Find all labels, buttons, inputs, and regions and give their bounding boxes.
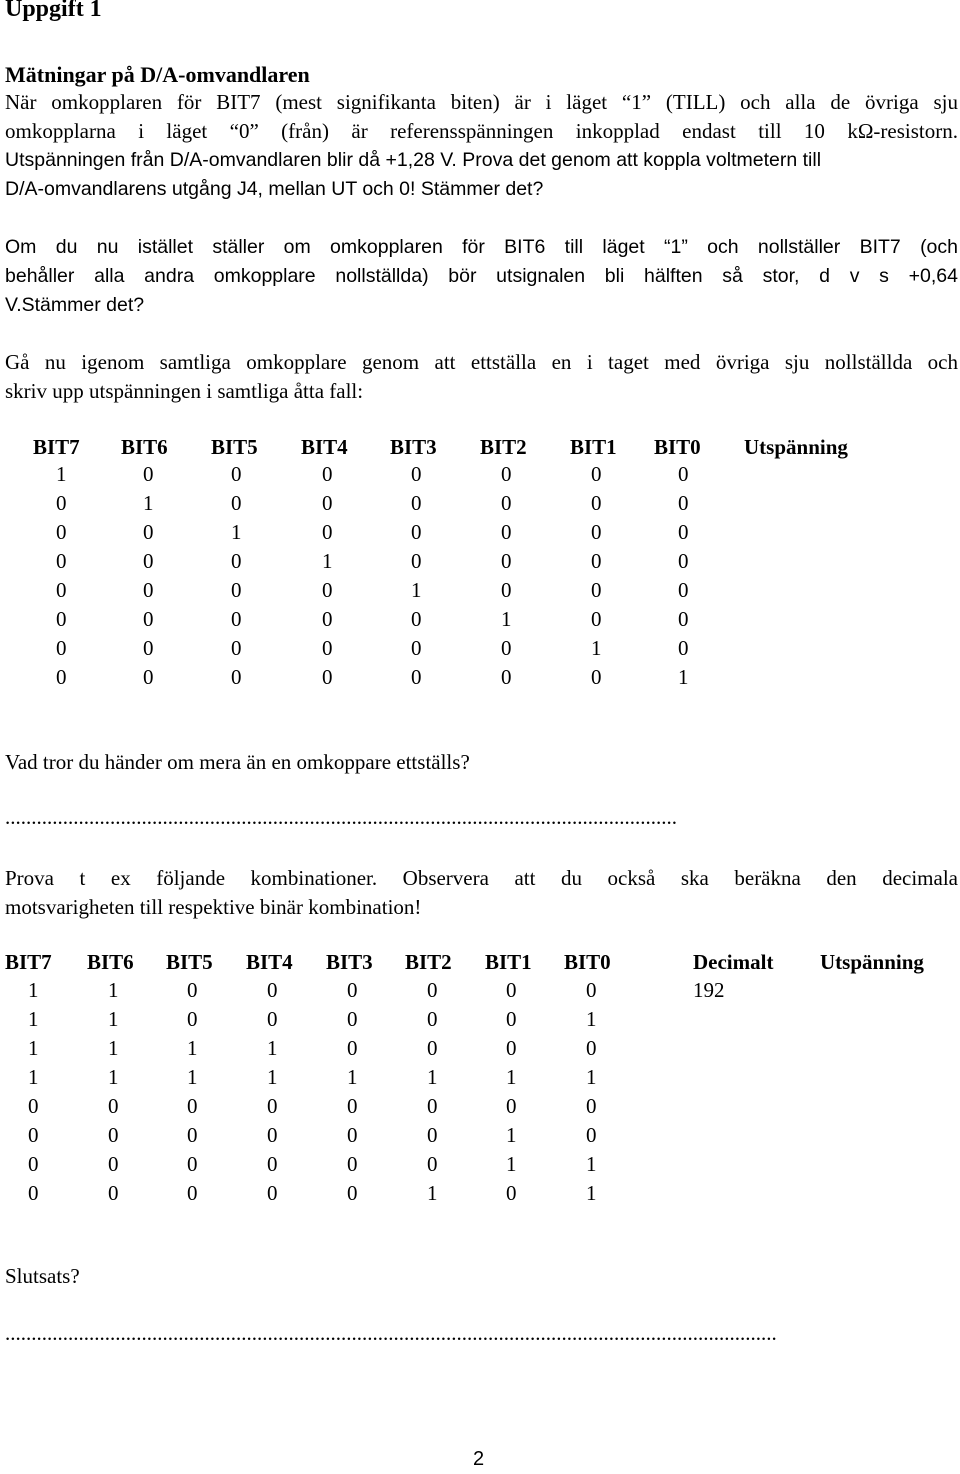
- answer-line-1: ................................................................................................................................: [5, 805, 677, 829]
- table-cell: 0: [231, 665, 242, 689]
- paragraph-1-line-4: D/A-omvandlarens utgång J4, mellan UT och 0! Stämmer det?: [5, 178, 544, 200]
- table-cell: 0: [411, 520, 422, 544]
- conclusion-label: Slutsats?: [5, 1264, 80, 1288]
- paragraph-4-line-1: Prova t ex följande kombinationer. Observera att du också ska beräkna den decimala: [5, 866, 958, 890]
- table-cell: 0: [108, 1094, 119, 1118]
- paragraph-3-line-2: skriv upp utspänningen i samtliga åtta fall:: [5, 379, 364, 403]
- table-cell: 0: [267, 1007, 278, 1031]
- table-cell: 0: [108, 1152, 119, 1176]
- table-cell: 0: [678, 491, 689, 515]
- table-cell: 0: [231, 636, 242, 660]
- column-header: BIT4: [301, 435, 348, 459]
- table-cell: 0: [591, 520, 602, 544]
- page-title: Uppgift 1: [5, 0, 102, 22]
- table-cell: 0: [108, 1123, 119, 1147]
- table-cell: 0: [187, 978, 198, 1002]
- table-cell: 0: [427, 1094, 438, 1118]
- question-text: Vad tror du händer om mera än en omkoppare ettställs?: [5, 750, 470, 774]
- column-header: BIT3: [326, 950, 373, 974]
- table-cell: 0: [187, 1094, 198, 1118]
- table-cell: 0: [322, 578, 333, 602]
- table-cell: 0: [678, 636, 689, 660]
- table-cell: 0: [231, 549, 242, 573]
- paragraph-2: [5, 233, 958, 320]
- table-cell: 0: [591, 665, 602, 689]
- table-cell: 0: [28, 1181, 39, 1205]
- table-cell: 0: [501, 520, 512, 544]
- table-cell: 0: [678, 549, 689, 573]
- table-cell: 1: [267, 1065, 278, 1089]
- table-cell: 0: [143, 578, 154, 602]
- table-cell: 1: [56, 462, 67, 486]
- table-cell: 1: [28, 978, 39, 1002]
- page-number: 2: [473, 1448, 485, 1470]
- column-header: BIT6: [121, 435, 168, 459]
- table-cell: 0: [143, 549, 154, 573]
- column-header: BIT5: [211, 435, 258, 459]
- table-cell: 0: [678, 462, 689, 486]
- table-cell: 0: [411, 607, 422, 631]
- table-cell: 0: [506, 1007, 517, 1031]
- table-cell: 0: [267, 1152, 278, 1176]
- column-header: Utspänning: [744, 435, 848, 459]
- table-cell: 1: [143, 491, 154, 515]
- column-header: BIT7: [5, 950, 52, 974]
- paragraph-4-line-2: motsvarigheten till respektive binär kombination!: [5, 895, 422, 919]
- table-cell: 0: [586, 1036, 597, 1060]
- table-cell: 1: [28, 1065, 39, 1089]
- table-cell: 0: [586, 978, 597, 1002]
- table-cell: 0: [411, 665, 422, 689]
- table-cell: 0: [56, 607, 67, 631]
- table-cell: 0: [427, 1123, 438, 1147]
- table-cell: 1: [586, 1065, 597, 1089]
- table-cell: 0: [231, 462, 242, 486]
- table-cell: 0: [267, 978, 278, 1002]
- table-cell: 1: [591, 636, 602, 660]
- table-cell: 0: [591, 607, 602, 631]
- table-cell: 0: [347, 1094, 358, 1118]
- column-header: BIT3: [390, 435, 437, 459]
- table-cell: 0: [347, 1036, 358, 1060]
- paragraph-2-line-2: behåller alla andra omkopplare nollställda) bör utsignalen bli hälften så stor, d v s +0,64: [5, 265, 958, 287]
- table-cell: 1: [506, 1123, 517, 1147]
- table-cell: 0: [501, 549, 512, 573]
- paragraph-1: [5, 88, 958, 204]
- table-cell: 0: [143, 462, 154, 486]
- table-cell: 0: [501, 665, 512, 689]
- table-cell: 0: [28, 1094, 39, 1118]
- table-cell: 0: [411, 636, 422, 660]
- table-cell: 0: [28, 1152, 39, 1176]
- table-cell: 0: [427, 1007, 438, 1031]
- table-cell: 1: [501, 607, 512, 631]
- table-cell: 1: [427, 1065, 438, 1089]
- table-cell: 0: [143, 520, 154, 544]
- table-cell: 0: [267, 1123, 278, 1147]
- table-cell: 1: [586, 1007, 597, 1031]
- table-cell: 1: [187, 1065, 198, 1089]
- table-cell: 0: [187, 1007, 198, 1031]
- table-cell: 0: [143, 636, 154, 660]
- column-header: BIT2: [405, 950, 452, 974]
- table-cell: 1: [108, 1036, 119, 1060]
- table-cell: 0: [591, 491, 602, 515]
- table-cell: 0: [322, 665, 333, 689]
- table-cell: 0: [56, 491, 67, 515]
- table-cell: 0: [347, 1181, 358, 1205]
- table-cell: 1: [427, 1181, 438, 1205]
- table-cell: 0: [143, 607, 154, 631]
- table-cell: 1: [28, 1036, 39, 1060]
- table-cell: 1: [108, 1065, 119, 1089]
- table-cell: 0: [411, 462, 422, 486]
- table-cell: 0: [267, 1094, 278, 1118]
- answer-line-2: ...................................................................................................................................................: [5, 1321, 777, 1345]
- table-cell: 0: [427, 1036, 438, 1060]
- paragraph-3: [5, 348, 958, 406]
- column-header: BIT5: [166, 950, 213, 974]
- column-header: Decimalt: [693, 950, 774, 974]
- table-cell: 1: [586, 1152, 597, 1176]
- column-header: BIT2: [480, 435, 527, 459]
- table-cell: 0: [501, 491, 512, 515]
- paragraph-1-line-2: omkopplarna i läget “0” (från) är referensspänningen inkopplad endast till 10 kΩ-resistorn.: [5, 119, 958, 143]
- column-header: BIT1: [570, 435, 617, 459]
- table-cell: 0: [231, 491, 242, 515]
- table-cell: 0: [187, 1152, 198, 1176]
- table-cell: 0: [591, 549, 602, 573]
- table-cell: 0: [591, 462, 602, 486]
- table-cell: 1: [322, 549, 333, 573]
- table-cell: 0: [501, 578, 512, 602]
- column-header: BIT0: [564, 950, 611, 974]
- table-cell: 0: [411, 491, 422, 515]
- table-cell: 0: [427, 1152, 438, 1176]
- paragraph-1-line-3: Utspänningen från D/A-omvandlaren blir då +1,28 V. Prova det genom att koppla voltmetern till: [5, 149, 822, 171]
- table-cell: 0: [187, 1181, 198, 1205]
- table-cell: 0: [586, 1123, 597, 1147]
- column-header: BIT6: [87, 950, 134, 974]
- table-cell: 1: [187, 1036, 198, 1060]
- table-cell: 0: [506, 1094, 517, 1118]
- table-cell: 0: [678, 578, 689, 602]
- table-cell: 0: [322, 520, 333, 544]
- table-cell: 0: [501, 462, 512, 486]
- table-cell: 1: [411, 578, 422, 602]
- table-cell: 0: [28, 1123, 39, 1147]
- table-cell: 0: [347, 978, 358, 1002]
- table-cell: 1: [506, 1065, 517, 1089]
- table-cell: 0: [231, 607, 242, 631]
- table-cell: 0: [586, 1094, 597, 1118]
- paragraph-4: [5, 864, 958, 922]
- table-cell: 0: [187, 1123, 198, 1147]
- table-cell: 0: [108, 1181, 119, 1205]
- table-cell: 1: [506, 1152, 517, 1176]
- table-cell: 1: [108, 1007, 119, 1031]
- table-cell: 0: [231, 578, 242, 602]
- table-cell: 0: [427, 978, 438, 1002]
- table-cell: 1: [586, 1181, 597, 1205]
- table-cell: 0: [56, 636, 67, 660]
- table-cell: 0: [506, 1036, 517, 1060]
- table-cell: 0: [56, 578, 67, 602]
- paragraph-3-line-1: Gå nu igenom samtliga omkopplare genom att ettställa en i taget med övriga sju nollställda och: [5, 350, 958, 374]
- table-cell: 0: [678, 607, 689, 631]
- table-cell: 0: [678, 520, 689, 544]
- table-cell: 0: [411, 549, 422, 573]
- table-cell: 0: [591, 578, 602, 602]
- table-cell: 1: [28, 1007, 39, 1031]
- paragraph-2-line-1: Om du nu istället ställer om omkopplaren för BIT6 till läget “1” och nollställer BIT7 (och: [5, 236, 958, 258]
- table-cell: 0: [56, 665, 67, 689]
- column-header: BIT4: [246, 950, 293, 974]
- table-cell: 0: [506, 978, 517, 1002]
- table-cell: 0: [322, 607, 333, 631]
- table-cell: 0: [322, 462, 333, 486]
- table-cell: 0: [322, 491, 333, 515]
- table-cell: 0: [347, 1123, 358, 1147]
- table-cell: 1: [231, 520, 242, 544]
- table-cell: 0: [143, 665, 154, 689]
- table-cell: 0: [347, 1007, 358, 1031]
- table-cell: 1: [678, 665, 689, 689]
- section-title: Mätningar på D/A-omvandlaren: [5, 62, 310, 87]
- column-header: BIT1: [485, 950, 532, 974]
- table-cell: 0: [501, 636, 512, 660]
- table-cell: 192: [693, 978, 725, 1002]
- table-cell: 1: [267, 1036, 278, 1060]
- column-header: BIT0: [654, 435, 701, 459]
- table-cell: 0: [267, 1181, 278, 1205]
- table-cell: 1: [108, 978, 119, 1002]
- paragraph-1-line-1: När omkopplaren för BIT7 (mest signifikanta biten) är i läget “1” (TILL) och alla de övriga sju: [5, 90, 958, 114]
- column-header: BIT7: [33, 435, 80, 459]
- table-cell: 0: [347, 1152, 358, 1176]
- table-cell: 0: [322, 636, 333, 660]
- table-cell: 0: [56, 520, 67, 544]
- paragraph-2-line-3: V.Stämmer det?: [5, 294, 145, 316]
- table-cell: 0: [56, 549, 67, 573]
- table-cell: 0: [506, 1181, 517, 1205]
- table-cell: 1: [347, 1065, 358, 1089]
- column-header: Utspänning: [820, 950, 924, 974]
